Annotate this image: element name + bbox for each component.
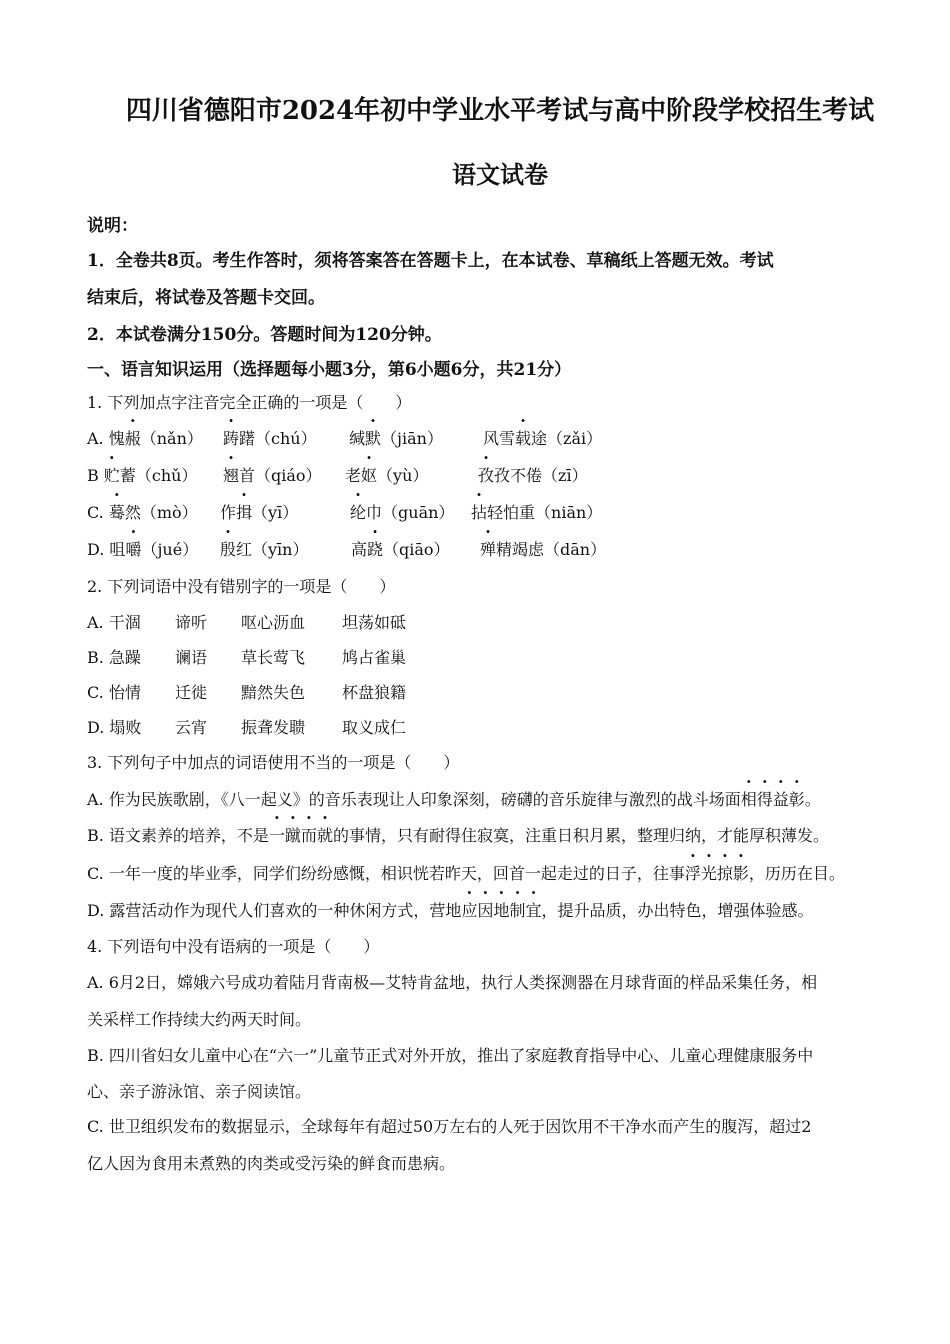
q2-b-1: B. 急躁 [87,648,141,667]
q1-b3-dot-char: 妪 [361,466,378,485]
emphasis-char: 光 [700,864,717,883]
q2-c-3: 黯然失色 [241,683,306,702]
q1-b4-dot-char: 孜 [478,466,495,485]
q1-a3-pre: 缄 [349,429,366,448]
q1-d3-pre: 高 [351,540,368,559]
exam-title: 四川省德阳市2024年初中学业水平考试与高中阶段学校招生考试 [125,96,875,126]
q1-stem: 1. 下列加点字注音完全正确的一项是（ ） [87,393,412,412]
q2-a-4: 坦荡如砥 [342,613,407,632]
q1-a2-dot-char: 踌 [223,429,240,448]
q3-d-pre: D. 露营活动作为现代人们喜欢的一种休闲方式，营地 [87,901,462,920]
q1-d-rest: （jué） [141,540,199,559]
exam-subtitle: 语文试卷 [452,160,548,189]
q1-c2-dot-char: 揖 [236,503,253,522]
q2-d-2: 云宵 [175,718,208,737]
q2-b-2: 谰语 [175,648,208,667]
q2-b-4: 鸠占雀巢 [342,648,407,667]
q4-c-line-2: 亿人因为食用未煮熟的肉类或受污染的鲜食而患病。 [87,1154,456,1173]
q2-c-1: C. 怡情 [87,683,141,702]
section-1-heading: 一、语言知识运用（选择题每小题3分，第6小题6分，共21分） [87,360,572,380]
q1-d2-dot-char: 殷 [220,540,237,559]
emphasis-char: 彰 [788,790,805,809]
q1-a2-rest: 躇（chú） [239,429,317,448]
emphasis-char: 因 [477,901,494,920]
q1-b-dot-char: 贮 [103,466,120,485]
q1-c2-rest: （yī） [252,503,299,522]
q3-a-pre: A. 作为民族歌剧，《八一起义》的音乐表现让人印象深刻，磅礴的音乐旋律与激烈的战斗场面 [87,790,741,809]
emphasis-char: 掠 [716,864,733,883]
q1-d-pre: D. 咀 [87,540,126,559]
q1-a3-rest: （jiān） [381,429,443,448]
notes-heading: 说明： [87,216,138,236]
q1-b2-dot-char: 翘 [223,466,240,485]
q3-option-d [87,898,814,921]
q2-a-3: 呕心沥血 [241,613,306,632]
emphasis-char: 应 [461,901,478,920]
q1-c3-dot-char: 纶 [350,503,367,522]
emphasis-char: 宜 [525,901,542,920]
emphasis-char: 一 [268,826,285,845]
q3-stem: 3. 下列句子中加点的词语使用不当的一项是（ ） [87,753,460,772]
q4-a-line-1: A. 6月2日，嫦娥六号成功着陆月背南极—艾特肯盆地，执行人类探测器在月球背面的样品采集任务，相 [87,973,818,992]
q2-d-4: 取义成仁 [342,718,407,737]
q1-b4-rest: 孜不倦（zī） [494,466,588,485]
q1-b3-pre: 老 [345,466,362,485]
q1-d3-rest: （qiāo） [383,540,450,559]
q3-option-b [87,823,829,846]
q1-b-pre: B [87,466,104,485]
q1-a4-dot-char: 载 [515,429,532,448]
notes-item-2: 2．本试卷满分150分。答题时间为120分钟。 [87,325,442,345]
q1-c4-dot-char: 拈 [471,503,488,522]
q1-c-rest: 然（mò） [124,503,198,522]
q2-d-3: 振聋发聩 [241,718,306,737]
q1-b2-rest: 首（qiáo） [239,466,322,485]
q1-d2-rest: 红（yīn） [236,540,309,559]
q1-d4-dot-char: 殚 [480,540,497,559]
q2-c-4: 杯盘狼籍 [342,683,407,702]
q1-c3-rest: 巾（guān） [366,503,455,522]
emphasis-char: 而 [300,826,317,845]
q1-b3-rest: （yù） [377,466,429,485]
q1-a-part1: A. 愧 [87,429,125,448]
q3-b-pre: B. 语文素养的培养，不是 [87,826,269,845]
emphasis-char: 浮 [684,864,701,883]
q1-d4-rest: 精竭虑（dān） [496,540,607,559]
q1-a-dot-char: 赧 [124,429,141,448]
q3-a-marked-word [741,790,805,809]
q1-a4-pre: 风雪 [483,429,516,448]
q1-d-dot-char: 嚼 [125,540,142,559]
q3-d-post: ，提升品质，办出特色，增强体验感。 [541,901,814,920]
q2-b-3: 草长莺飞 [241,648,306,667]
emphasis-char: 得 [756,790,773,809]
q1-a3-dot-char: 默 [365,429,382,448]
q3-option-a [87,787,821,810]
emphasis-char: 就 [316,826,333,845]
q1-a-part1-rest: （nǎn） [140,429,203,448]
q4-a-line-2: 关采样工作持续大约两天时间。 [87,1010,312,1029]
q3-b-post: 的事情，只有耐得住寂寞，注重日积月累，整理归纳，才能厚积薄发。 [333,826,830,845]
emphasis-char: 影 [732,864,749,883]
q3-d-marked-word [461,901,541,920]
q3-c-pre: C. 一年一度的毕业季，同学们纷纷感慨，相识恍若昨天，回首一起走过的日子，往事 [87,864,685,883]
emphasis-char: 蹴 [284,826,301,845]
notes-item-1-line-1: 1．全卷共8页。考生作答时，须将答案答在答题卡上，在本试卷、草稿纸上答题无效。考试 [87,251,774,271]
q1-c-pre: C. [87,503,109,522]
q2-a-2: 谛听 [175,613,208,632]
q3-b-marked-word [269,826,333,845]
q1-c-dot-char: 蓦 [108,503,125,522]
q2-d-1: D. 塌败 [87,718,142,737]
q3-c-marked-word [685,864,749,883]
q1-b-rest: 蓄（chǔ） [119,466,198,485]
emphasis-char: 制 [509,901,526,920]
emphasis-char: 地 [493,901,510,920]
q2-stem: 2. 下列词语中没有错别字的一项是（ ） [87,577,396,596]
q1-c4-rest: 轻怕重（niān） [487,503,603,522]
q2-c-2: 迁徙 [175,683,208,702]
q1-c2-pre: 作 [220,503,237,522]
q3-option-c [87,861,845,884]
q2-a-1: A. 干涸 [87,613,141,632]
q3-c-post: ，历历在目。 [748,864,845,883]
q4-b-line-1: B. 四川省妇女儿童中心在“六一”儿童节正式对外开放，推出了家庭教育指导中心、儿童心理健康服务中 [87,1046,814,1065]
emphasis-char: 益 [772,790,789,809]
notes-item-1-line-2: 结束后，将试卷及答题卡交回。 [87,288,325,308]
emphasis-char: 相 [740,790,757,809]
q3-a-post: 。 [804,790,821,809]
q4-c-line-1: C. 世卫组织发布的数据显示，全球每年有超过50万左右的人死于因饮用不干净水而产生的腹泻，超过2 [87,1117,812,1136]
q4-stem: 4. 下列语句中没有语病的一项是（ ） [87,937,380,956]
q1-a4-rest: 途（zǎi） [531,429,603,448]
q4-b-line-2: 心、亲子游泳馆、亲子阅读馆。 [87,1082,312,1101]
q1-d3-dot-char: 跷 [367,540,384,559]
